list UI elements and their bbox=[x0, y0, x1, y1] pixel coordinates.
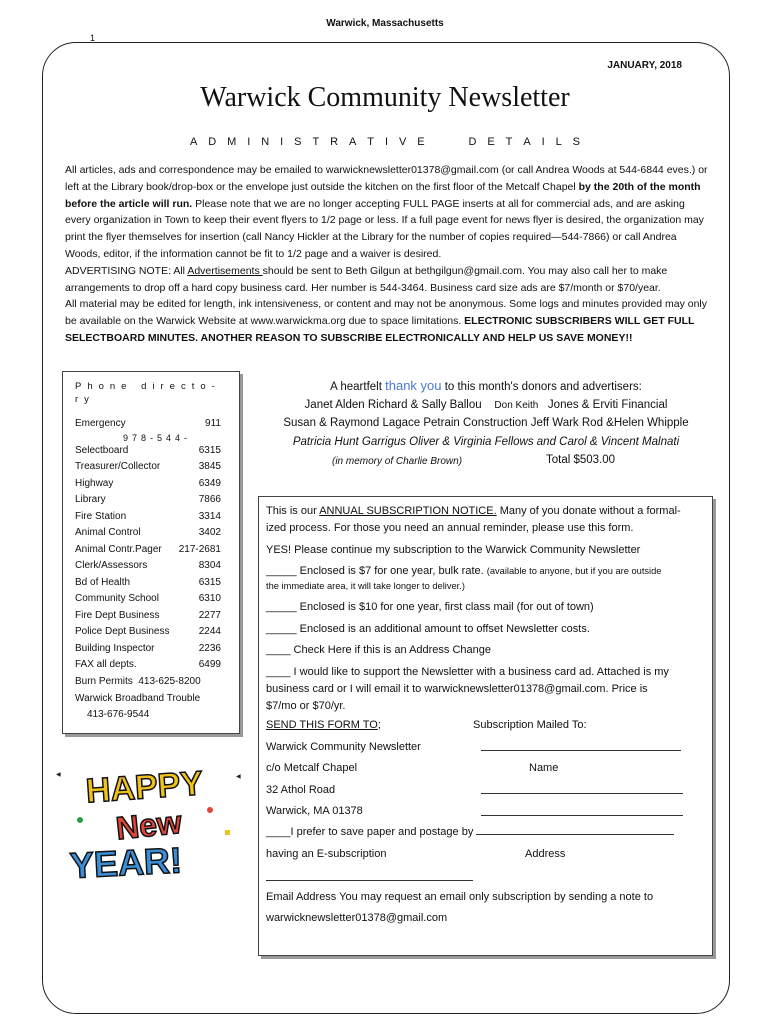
sub-option-bulk[interactable]: _____ Enclosed is $7 for one year, bulk rate. (available to anyone, but if you are outside bbox=[266, 565, 662, 577]
phone-row: Building Inspector 2236 bbox=[75, 643, 221, 654]
sub-option-address-change[interactable]: ____ Check Here if this is an Address Change bbox=[266, 644, 492, 656]
phone-row: Library 7866 bbox=[75, 494, 221, 505]
thanks-heading: A heartfelt thank you to this month's donors and advertisers: bbox=[330, 378, 642, 393]
address-field-line-2[interactable] bbox=[481, 815, 683, 816]
thank-you-highlight: thank you bbox=[385, 378, 442, 393]
phone-row: Highway 6349 bbox=[75, 478, 221, 489]
name-label: Name bbox=[529, 762, 559, 774]
admin-details-text: All articles, ads and correspondence may be emailed to warwicknewsletter01378@gmail.com (or call Andrea Woods at 544-6844 eves.) or left at the Library book/drop-box or the envelope just outside the kitchen on the first floor of the Metcalf Chapel by the 20th of the month before the article will run. Please note that we are no longer accepting FULL PAGE inserts at all for commercial ads, and are asking every organization in Town to keep their event flyers to 1/2 page or less. If a full page event for news flyer is desired, the organization may print the flyer themselves for insertion (call Nancy Hickler at the Library for the number of copies required—544-7866) or call Andrea Woods, editor, if the information cannot be fit to 1/2 page and a waiver is desired. ADVERTISING NOTE: All Advertisements should be sent to Beth Gilgun at bethgilgun@gmail.com. You may also call her to make arrangements to drop off a hard copy business card. Her number is 544-3464. Business card size ads are $7/month or $70/year. All material may be edited for length, ink intensiveness, or content and may not be anonymous. Some logs and minutes provided may only be available on the Warwick Website at www.warwickma.org due to space limitations. ELECTRONIC SUBSCRIBERS WILL GET FULL SELECTBOARD MINUTES. ANOTHER REASON TO SUBSCRIBE ELECTRONICALLY AND HELP US SAVE MONEY!! bbox=[65, 164, 708, 344]
page-number: 1 bbox=[90, 33, 96, 43]
advertisements-link[interactable]: Advertisements bbox=[187, 264, 263, 277]
address-line-2: c/o Metcalf Chapel bbox=[266, 762, 358, 774]
phone-row: Clerk/Assessors 8304 bbox=[75, 560, 221, 571]
phone-row: FAX all depts. 6499 bbox=[75, 659, 221, 670]
address-field-line-1[interactable] bbox=[481, 793, 683, 794]
confetti-icon bbox=[207, 807, 213, 813]
header-town: Warwick, Massachusetts bbox=[326, 18, 444, 29]
phone-row: Animal Contr.Pager 217-2681 bbox=[75, 544, 221, 555]
subscription-email: warwicknewsletter01378@gmail.com bbox=[266, 912, 448, 924]
memory-note: (in memory of Charlie Brown) bbox=[332, 456, 463, 467]
subscription-form bbox=[258, 496, 713, 956]
sub-option-business-ad-2: business card or I will email it to warwicknewsletter01378@gmail.com. Price is bbox=[266, 683, 648, 695]
phone-directory-title: Phone directo-ry bbox=[75, 381, 221, 405]
phone-row: Burn Permits 413-625-8200 bbox=[75, 676, 201, 687]
happy-text: HAPPY bbox=[84, 764, 205, 811]
send-form-to: SEND THIS FORM TO; bbox=[266, 719, 381, 731]
sparkle-icon: ◀ bbox=[56, 772, 61, 778]
sub-option-bulk-note: the immediate area, it will take longer to deliver.) bbox=[266, 581, 465, 591]
name-field-line[interactable] bbox=[481, 750, 681, 751]
sub-option-business-ad-3: $7/mo or $70/yr. bbox=[266, 700, 346, 712]
donor-line-1: Janet Alden Richard & Sally Ballou Don Keith Jones & Erviti Financial bbox=[304, 399, 668, 411]
sub-intro-2: ized process. For those you need an annual reminder, please use this form. bbox=[266, 522, 634, 534]
sub-option-business-ad[interactable]: ____ I would like to support the Newsletter with a business card ad. Attached is my bbox=[266, 666, 669, 678]
broadband-trouble: Warwick Broadband Trouble bbox=[75, 693, 201, 704]
esub-option[interactable]: ____I prefer to save paper and postage by bbox=[266, 826, 674, 838]
phone-row: Selectboard 6315 bbox=[75, 445, 221, 456]
subscription-mailed-to: Subscription Mailed To: bbox=[473, 719, 587, 731]
year-text: YEAR! bbox=[68, 839, 183, 887]
donor-line-2: Susan & Raymond Lagace Petrain Construction Jeff Wark Rod &Helen Whipple bbox=[283, 417, 689, 429]
address-line-4: Warwick, MA 01378 bbox=[266, 805, 363, 817]
phone-directory bbox=[62, 371, 240, 734]
sub-yes: YES! Please continue my subscription to the Warwick Community Newsletter bbox=[266, 544, 641, 556]
email-address-note: Email Address You may request an email only subscription by sending a note to bbox=[266, 891, 654, 903]
email-field-line[interactable] bbox=[266, 880, 473, 881]
issue-date: JANUARY, 2018 bbox=[607, 60, 682, 71]
broadband-number: 413-676-9544 bbox=[87, 709, 150, 720]
sub-option-firstclass[interactable]: _____ Enclosed is $10 for one year, first class mail (for out of town) bbox=[266, 601, 594, 613]
donor-total: Total $503.00 bbox=[546, 454, 616, 466]
sub-option-additional[interactable]: _____ Enclosed is an additional amount to offset Newsletter costs. bbox=[266, 623, 590, 635]
phone-row-emergency: Emergency 911 bbox=[75, 418, 221, 429]
admin-heading: A D M I N I S T R A T I V E D E T A I L S bbox=[190, 136, 580, 148]
esub-option-2: having an E-subscription bbox=[266, 848, 387, 860]
new-text: New bbox=[114, 803, 184, 847]
happy-new-year-svg bbox=[56, 760, 250, 887]
phone-prefix: 978-544- bbox=[123, 433, 192, 443]
phone-row: Fire Station 3314 bbox=[75, 511, 221, 522]
phone-row: Bd of Health 6315 bbox=[75, 577, 221, 588]
phone-row: Police Dept Business 2244 bbox=[75, 626, 221, 637]
address-line-1: Warwick Community Newsletter bbox=[266, 741, 421, 753]
sub-intro: This is our ANNUAL SUBSCRIPTION NOTICE. Many of you donate without a formal- bbox=[266, 505, 681, 517]
confetti-icon bbox=[77, 817, 83, 823]
phone-row: Animal Control 3402 bbox=[75, 527, 221, 538]
phone-row: Treasurer/Collector 3845 bbox=[75, 461, 221, 472]
address-line-3: 32 Athol Road bbox=[266, 784, 336, 796]
phone-row: Fire Dept Business 2277 bbox=[75, 610, 221, 621]
sparkle-icon: ◀ bbox=[236, 774, 241, 780]
donor-line-3: Patricia Hunt Garrigus Oliver & Virginia Fellows and Carol & Vincent Malnati bbox=[292, 436, 680, 448]
confetti-icon bbox=[225, 830, 230, 835]
address-label: Address bbox=[525, 848, 566, 860]
phone-row: Community School 6310 bbox=[75, 593, 221, 604]
happy-new-year-graphic bbox=[56, 760, 250, 887]
newsletter-title: Warwick Community Newsletter bbox=[200, 82, 570, 113]
